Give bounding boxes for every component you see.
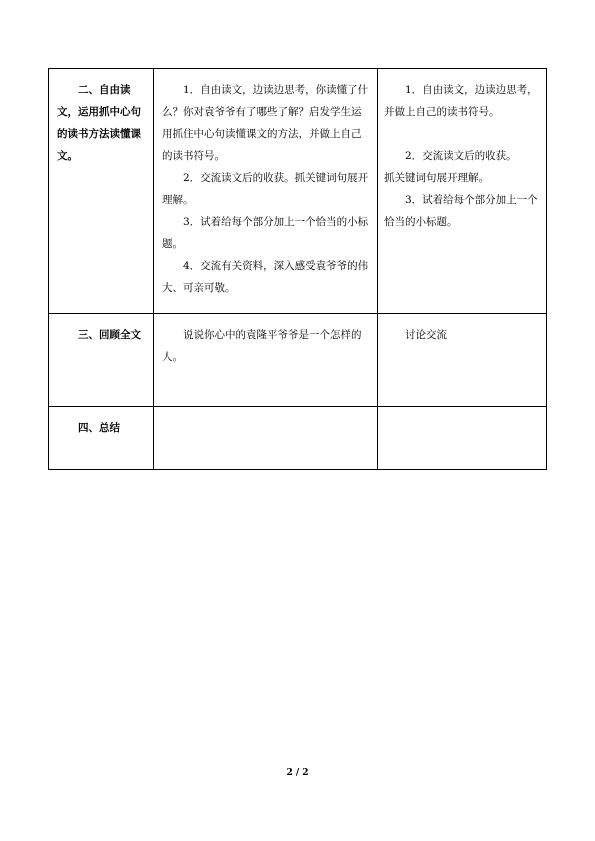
stage-title: 二、自由读文，运用抓中心句的读书方法读懂课文。 [57,84,141,162]
stage-title: 四、总结 [78,422,120,434]
table-row [49,407,547,470]
spacer [384,123,540,145]
teacher-activity-item: 1．自由读文，边读边思考，你读懂了什么？你对袁爷爷有了哪些了解？启发学生运用抓住中心句读懂课文的方法，并做上自己的读书符号。 [162,84,369,162]
student-activity-cell [378,407,547,470]
teacher-activity-item: 4．交流有关资料，深入感受袁爷爷的伟大、可亲可敬。 [162,260,369,294]
student-activity-cell [378,69,547,314]
student-activity-item: 1．自由读文，边读边思考，并做上自己的读书符号。 [384,84,538,118]
teacher-activity-item: 说说你心中的袁隆平爷爷是一个怎样的人。 [162,329,362,363]
teacher-activity-cell [154,407,378,470]
student-activity-cell [378,314,547,407]
stage-title: 三、回顾全文 [78,329,141,341]
table-row [49,314,547,407]
student-activity-item: 2．交流读文后的收获。 [405,150,517,162]
student-activity-item-continuation: 抓关键词句展开理解。 [384,172,489,184]
lesson-plan-table [48,68,547,470]
teacher-activity-item: 3．试着给每个部分加上一个恰当的小标题。 [162,216,369,250]
teacher-activity-cell [154,69,378,314]
student-activity-item: 3．试着给每个部分加上一个恰当的小标题。 [384,194,538,228]
teacher-activity-cell [154,314,378,407]
table-row [49,69,547,314]
stage-cell [49,314,154,407]
page-number: 2 / 2 [286,768,309,778]
teacher-activity-item: 2．交流读文后的收获。抓关键词句展开理解。 [162,172,369,206]
stage-cell [49,69,154,314]
stage-cell [49,407,154,470]
student-activity-item: 讨论交流 [405,329,447,341]
